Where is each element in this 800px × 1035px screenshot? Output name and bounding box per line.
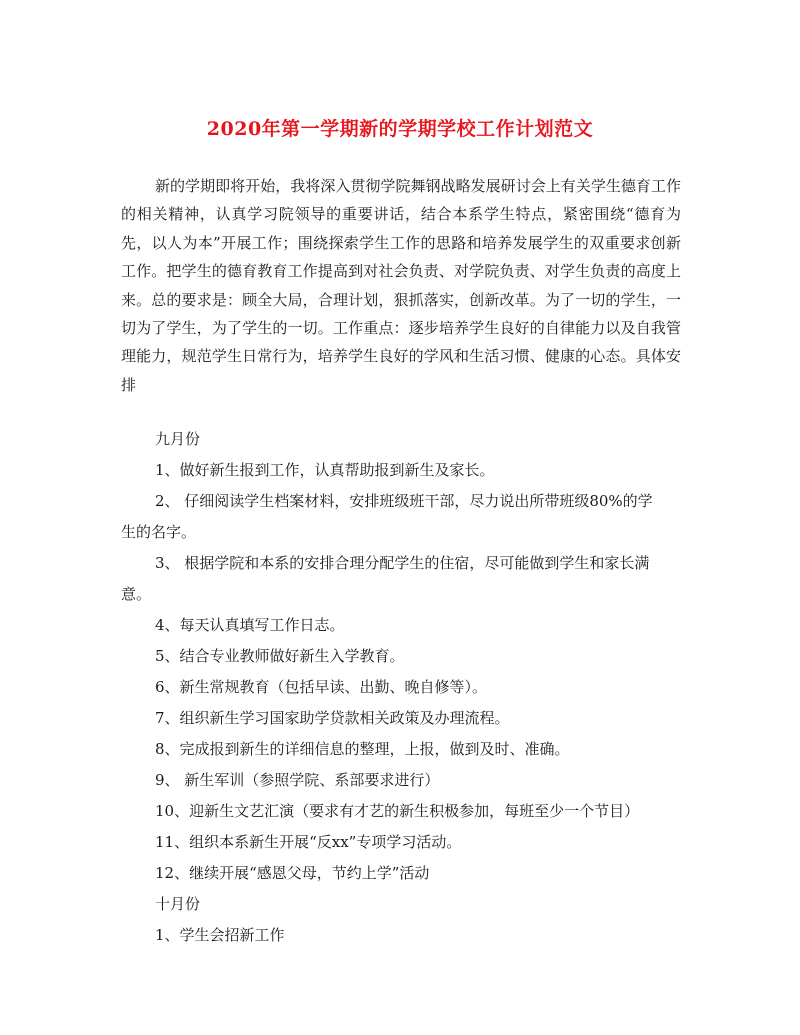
list-item: 9、 新生军训（参照学院、系部要求进行） [155,771,440,789]
list-item-continuation [121,579,681,610]
section-heading-october: 十月份 [155,895,201,913]
list-item: 7、组织新生学习国家助学贷款相关政策及办理流程。 [155,709,510,727]
intro-paragraph: 新的学期即将开始，我将深入贯彻学院舞钢战略发展研讨会上有关学生德育工作的相关精神，认真学习院领导的重要讲话，结合本系学生特点，紧密围绕“德育为先，以人为本”开展工作；围绕探索学生工作的思路和培养发展学生的双重要求创新工作。把学生的德育教育工作提高到对社会负责、对学院负责、对学生负责的高度上来。总的要求是：顾全大局，合理计划，狠抓落实，创新改革。为了一切的学生，一切为了学生，为了学生的一切。工作重点：逐步培养学生良好的自律能力以及自我管理能力，规范学生日常行为，培养学生良好的学风和生活习惯、健康的心态。具体安排 [121,177,681,394]
list-item: 8、完成报到新生的详细信息的整理，上报，做到及时、准确。 [155,740,570,758]
list-item: 1、学生会招新工作 [155,926,285,944]
list-item: 2、 仔细阅读学生档案材料，安排班级班干部，尽力说出所带班级80%的学 [155,492,653,510]
section-heading-september: 九月份 [155,430,201,448]
list-item: 5、结合专业教师做好新生入学教育。 [155,647,405,665]
list-item: 1、做好新生报到工作，认真帮助报到新生及家长。 [155,461,495,479]
list-item: 6、新生常规教育（包括早读、出勤、晚自修等）。 [155,678,488,696]
list-item: 3、 根据学院和本系的安排合理分配学生的住宿，尽可能做到学生和家长满 [155,554,650,572]
list-item-continuation-text: 意。 [121,585,152,603]
list-item: 10、迎新生文艺汇演（要求有才艺的新生积极参加，每班至少一个节目） [155,802,640,820]
list-item-continuation [121,517,681,548]
list-item: 12、继续开展“感恩父母，节约上学”活动 [155,864,430,882]
document-title: 2020年第一学期新的学期学校工作计划范文 [206,118,594,140]
list-item: 4、每天认真填写工作日志。 [155,616,345,634]
list-item-continuation-text: 生的名字。 [121,523,197,541]
plan-items [121,424,681,951]
list-item: 11、组织本系新生开展“反xx”专项学习活动。 [155,833,462,851]
